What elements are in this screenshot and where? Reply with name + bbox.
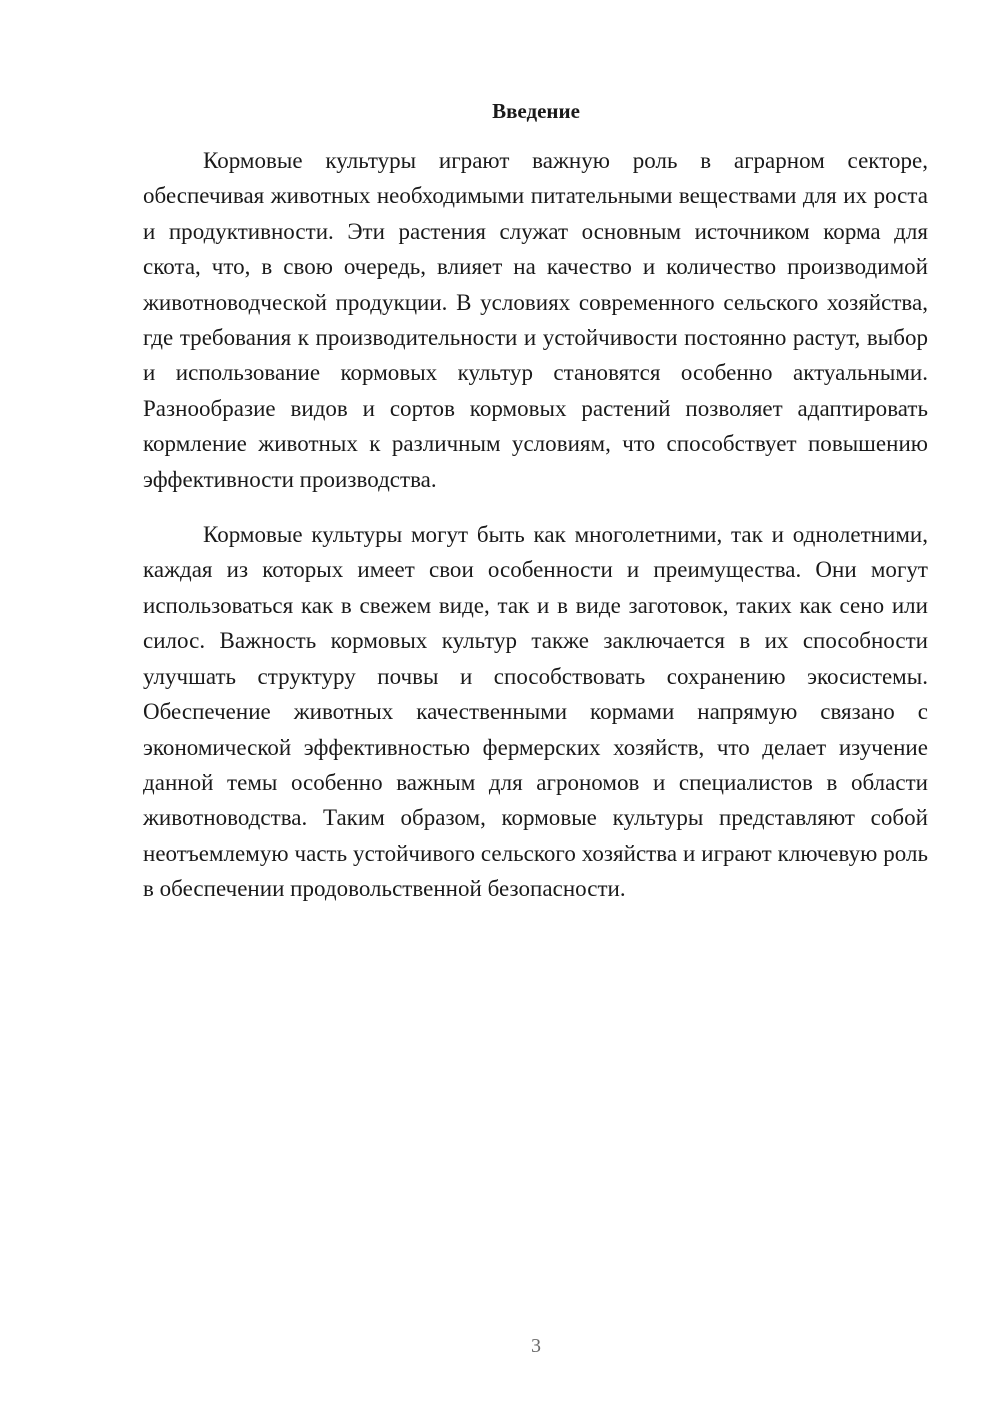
page-number: 3: [531, 1335, 541, 1357]
page-title: Введение: [492, 99, 580, 123]
paragraph-2: Кормовые культуры могут быть как многолетними, так и однолетними, каждая из которых имеет свои особенности и преимущества. Они могут использоваться как в свежем виде, так и в виде заготовок, таких как сено или силос. Важность кормовых культур также заключается в их способности улучшать структуру почвы и способствовать сохранению экосистемы. Обеспечение животных качественными кормами напрямую связано с экономической эффективностью фермерских хозяйств, что делает изучение данной темы особенно важным для агрономов и специалистов в области животноводства. Таким образом, кормовые культуры представляют собой неотъемлемую часть устойчивого сельского хозяйства и играют ключевую роль в обеспечении продовольственной безопасности.: [143, 522, 928, 902]
body-text: [143, 143, 928, 907]
paragraph-1: Кормовые культуры играют важную роль в аграрном секторе, обеспечивая животных необходимыми питательными веществами для их роста и продуктивности. Эти растения служат основным источником корма для скота, что, в свою очередь, влияет на качество и количество производимой животноводческой продукции. В условиях современного сельского хозяйства, где требования к производительности и устойчивости постоянно растут, выбор и использование кормовых культур становятся особенно актуальными. Разнообразие видов и сортов кормовых растений позволяет адаптировать кормление животных к различным условиям, что способствует повышению эффективности производства.: [143, 148, 928, 492]
